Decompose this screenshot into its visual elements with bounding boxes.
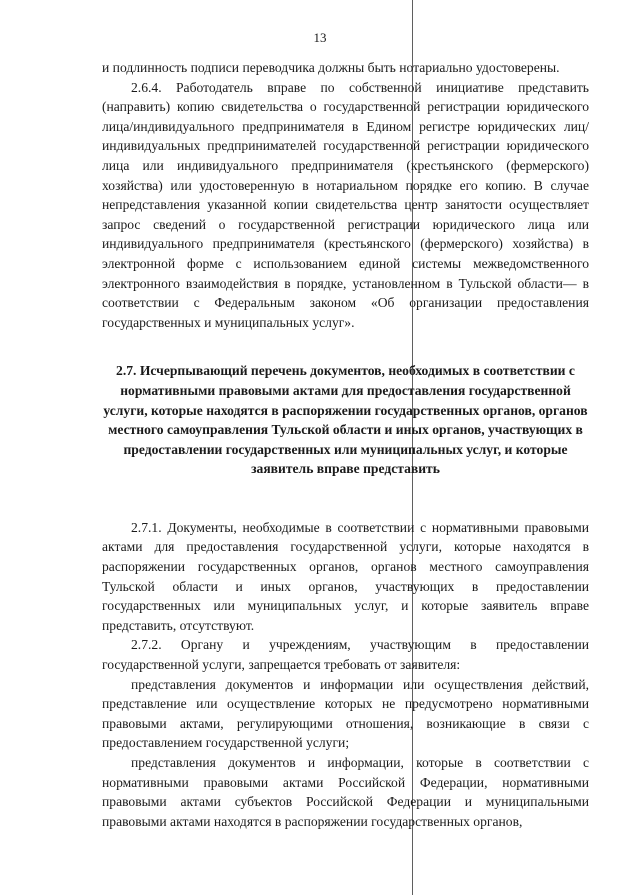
list-item-requirement-1: представления документов и информации или осуществления действий, представление или осуществление которых не предусмотрено нормативными правовыми актами, регулирующими отношения, возникающие в связи с предоставлением государственной услуги;: [102, 676, 589, 751]
page-number: 13: [313, 30, 327, 45]
paragraph-2-6-4: 2.6.4. Работодатель вправе по собственной инициативе представить (направить) копию свидетельства о государственной регистрации юридического лица/индивидуального предпринимателя в Едином регистре юридических лиц/индивидуальных предпринимателей государственной регистрации юридического лица или индивидуального предпринимателя (крестьянского (фермерского) хозяйства) или удостоверенную в нотариальном порядке его копию. В случае непредставления указанной копии свидетельства центр занятости осуществляет запрос сведений о государственной регистрации юридического лица или индивидуального предпринимателя (крестьянского (фермерского) хозяйства) в электронной форме с использованием единой системы межведомственного электронного взаимодействия в порядке, установленном в Тульской области— в соответствии с Федеральным законом «Об организации предоставления государственных и муниципальных услуг».: [102, 79, 589, 330]
list-item-requirement-2: представления документов и информации, которые в соответствии с нормативными правовыми актами Российской Федерации, нормативными правовыми актами субъектов Российской Федерации и муниципальными правовыми актами находятся в распоряжении государственных органов,: [102, 755, 589, 829]
paragraph-2-7-1: 2.7.1. Документы, необходимые в соответствии с нормативными правовыми актами для предоставления государственной услуги, которые находятся в распоряжении государственных органов, органов местного самоуправления Тульской области и иных органов, участвующих в предоставлении государственных или муниципальных услуг, и которые заявитель вправе представить, отсутствуют.: [102, 519, 589, 633]
document-body: [102, 58, 589, 831]
section-heading-2-7: 2.7. Исчерпывающий перечень документов, необходимых в соответствии с нормативными правовыми актами для предоставления государственной услуги, которые находятся в распоряжении государственных органов, органов местного самоуправления Тульской области и иных органов, участвующих в предоставлении государственных или муниципальных услуг, и которые заявитель вправе представить: [103, 363, 588, 477]
spacer: [102, 479, 589, 518]
paragraph-2-7-2: 2.7.2. Органу и учреждениям, участвующим в предоставлении государственной услуги, запрещается требовать от заявителя:: [102, 637, 589, 673]
paragraph-continuation: и подлинность подписи переводчика должны быть нотариально удостоверены.: [102, 60, 560, 75]
